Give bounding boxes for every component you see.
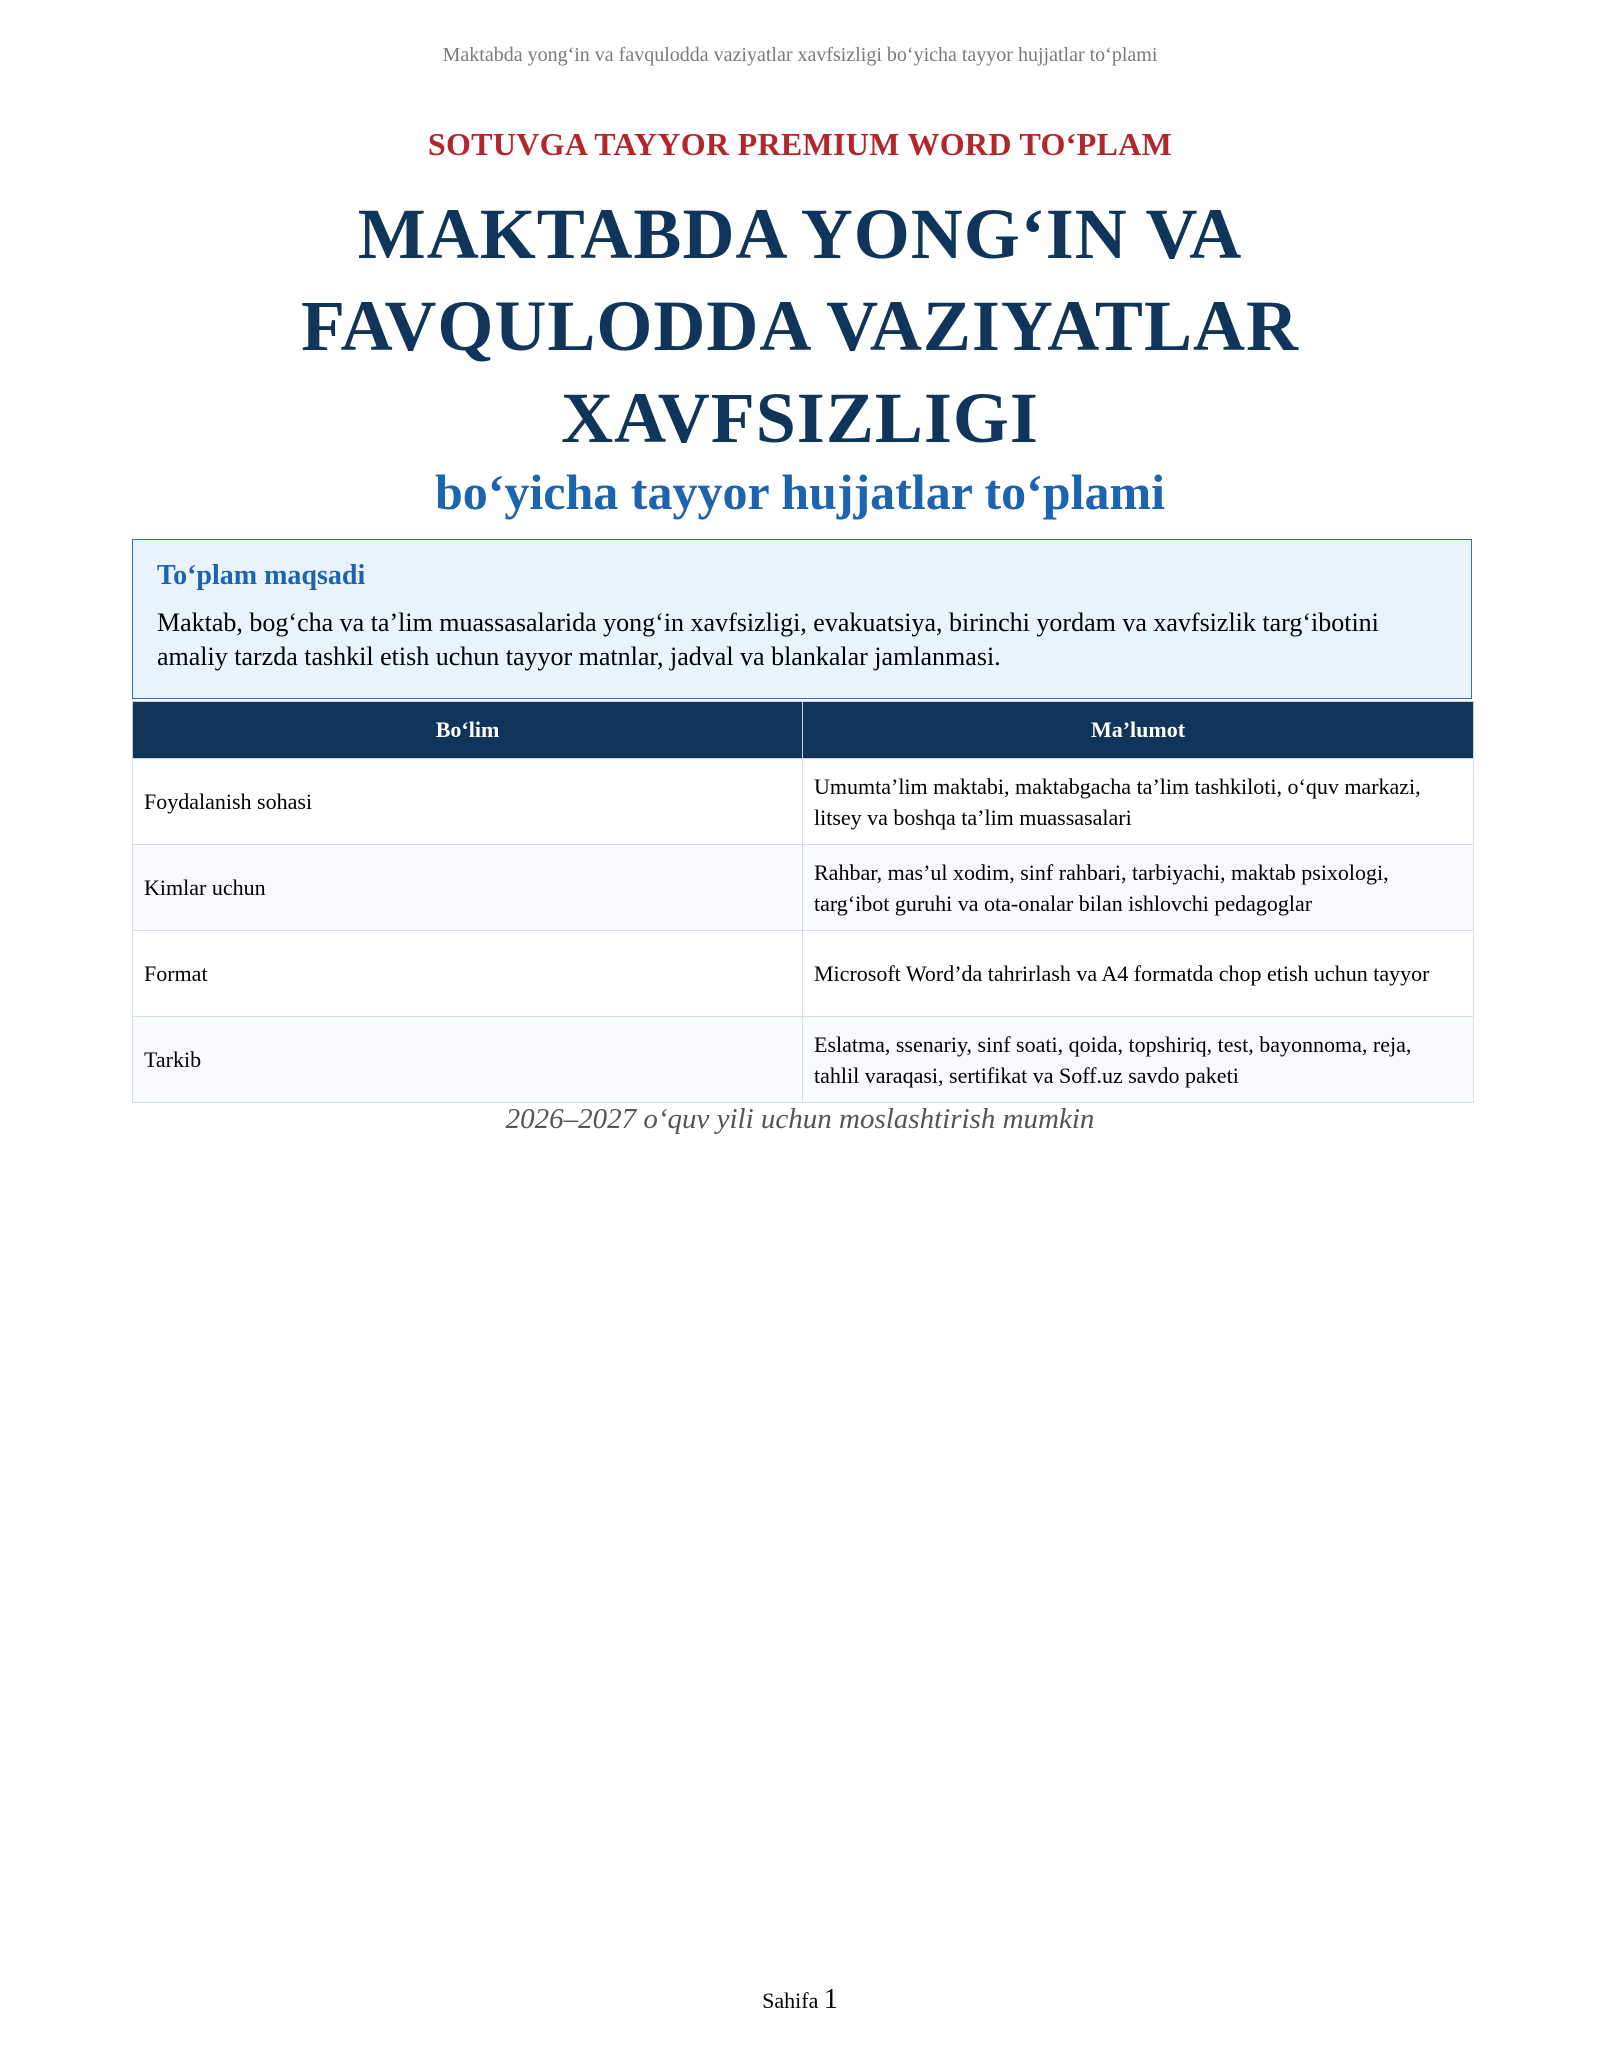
title-line-2: FAVQULODDA VAZIYATLAR — [301, 286, 1299, 366]
page-label: Sahifa — [762, 1988, 819, 2013]
row-info-cell: Umumta’lim maktabi, maktabgacha ta’lim tashkiloti, o‘quv markazi, litsey va boshqa ta’lim muassasalari — [803, 759, 1474, 845]
running-header: Maktabda yong‘in va favqulodda vaziyatlar xavfsizligi bo‘yicha tayyor hujjatlar to‘plami — [442, 44, 1158, 66]
title-line-3: XAVFSIZLIGI — [561, 378, 1039, 458]
column-header-info: Ma’lumot — [803, 702, 1474, 759]
table-row — [133, 759, 1474, 845]
row-section-cell: Foydalanish sohasi — [133, 759, 803, 845]
row-info-cell: Eslatma, ssenariy, sinf soati, qoida, topshiriq, test, bayonnoma, reja, tahlil varaqasi, sertifikat va Soff.uz savdo paketi — [803, 1017, 1474, 1103]
subtitle: bo‘yicha tayyor hujjatlar to‘plami — [434, 464, 1166, 520]
main-title — [180, 188, 1420, 464]
title-line-1: MAKTABDA YONG‘IN VA — [357, 194, 1243, 274]
table-row — [133, 931, 1474, 1017]
row-section-cell: Format — [133, 931, 803, 1017]
page-number: 1 — [823, 1984, 838, 2015]
page-footer — [0, 1984, 1600, 2016]
purpose-heading: To‘plam maqsadi — [157, 560, 366, 591]
info-table — [132, 701, 1474, 1103]
column-header-section: Bo‘lim — [133, 702, 803, 759]
row-info-cell: Rahbar, mas’ul xodim, sinf rahbari, tarbiyachi, maktab psixologi, targ‘ibot guruhi va ota-onalar bilan ishlovchi pedagoglar — [803, 845, 1474, 931]
academic-year-note: 2026–2027 o‘quv yili uchun moslashtirish mumkin — [505, 1103, 1095, 1135]
purpose-text: Maktab, bog‘cha va ta’lim muassasalarida yong‘in xavfsizligi, evakuatsiya, birinchi yordam va xavfsizlik targ‘ibotini amaliy tarzda tashkil etish uchun tayyor matnlar, jadval va blankalar jamlanmasi. — [157, 608, 1379, 671]
kicker-label: SOTUVGA TAYYOR PREMIUM WORD TO‘PLAM — [427, 126, 1173, 162]
row-info-cell: Microsoft Word’da tahrirlash va A4 formatda chop etish uchun tayyor — [803, 931, 1474, 1017]
purpose-box — [132, 539, 1472, 699]
table-header-row — [133, 702, 1474, 759]
table-row — [133, 1017, 1474, 1103]
table-row — [133, 845, 1474, 931]
row-section-cell: Kimlar uchun — [133, 845, 803, 931]
row-section-cell: Tarkib — [133, 1017, 803, 1103]
